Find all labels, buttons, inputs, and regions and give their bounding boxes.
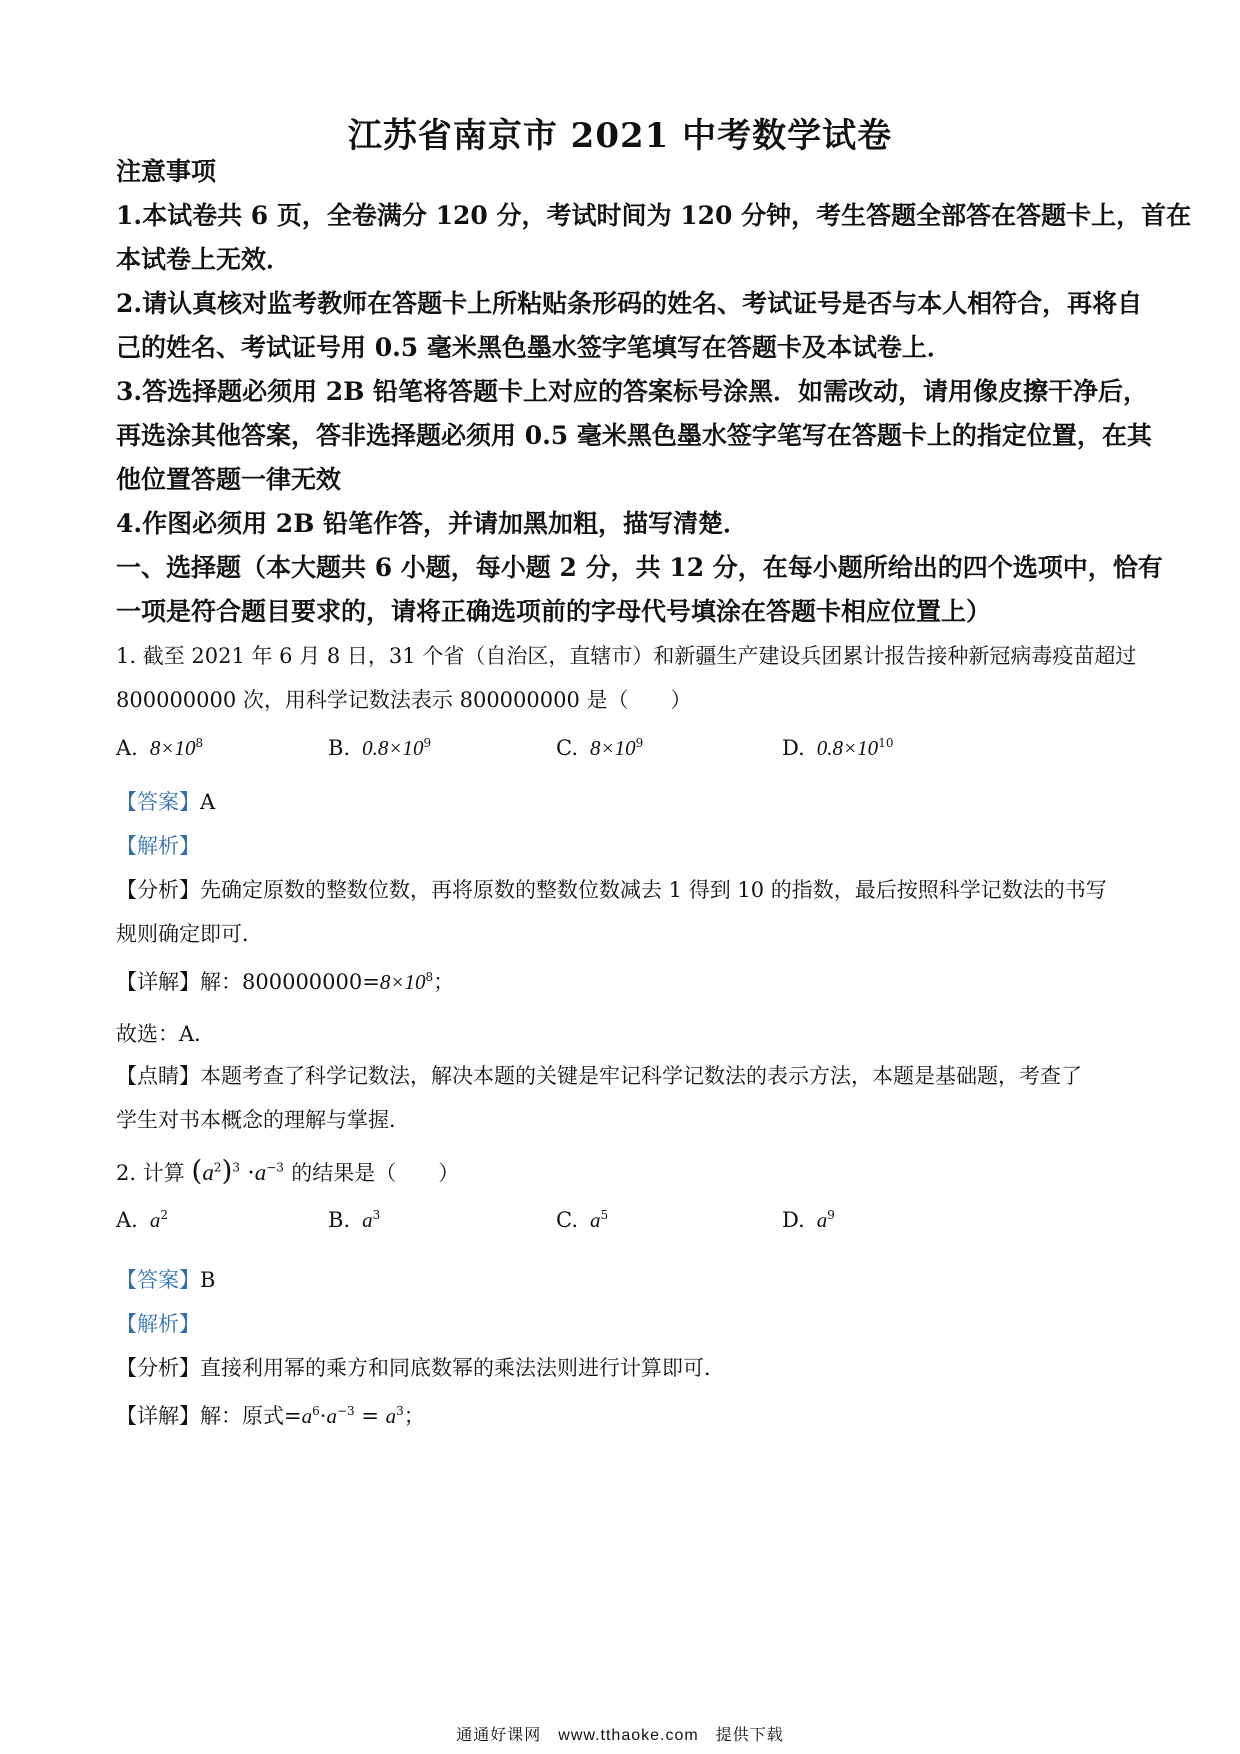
q1-option-a: A. $8\times 10^8$ [116,736,204,760]
page-title: 江苏省南京市 2021 中考数学试卷 [347,116,893,156]
q1-fenxi: 【分析】先确定原数的整数位数，再将原数的整数位数减去 1 得到 10 的指数，最后按照科学记数法的书写 [116,878,1107,902]
q1-answer [116,786,1136,816]
q2-option-b: B. $a^3$ [328,1208,381,1232]
q1-choice: 故选：A． [116,1022,216,1046]
notice-line: 1.本试卷共 6 页，全卷满分 120 分，考试时间为 120 分钟，考生答题全部答在答题卡上，首在 [116,201,1192,230]
q2-analysis-tag: 【解析】 [116,1312,200,1336]
q2-answer [116,1264,1136,1294]
q2-detail: 【详解】解：原式$=a^6\cdot a^{-3} = a^3$； [116,1404,425,1428]
notice-line: 己的姓名、考试证号用 0.5 毫米黑色墨水签字笔填写在答题卡及本试卷上． [116,333,952,362]
q2-stem: 2. 计算 $(a^2)^3 \cdot a^{-3}$ 的结果是（ ） [116,1154,460,1187]
q1-stem: 1. 截至 2021 年 6 月 8 日，31 个省（自治区，直辖市）和新疆生产建设兵团累计报告接种新冠病毒疫苗超过 [116,644,1137,668]
notice-line: 4.作图必须用 2B 铅笔作答，并请加黑加粗，描写清楚． [116,509,749,538]
q2-option-c: C. $a^5$ [556,1208,609,1232]
answer-value: B [200,1268,216,1292]
q2-options [116,1208,1136,1240]
notice-line: 他位置答题一律无效 [116,465,342,494]
notice-line: 3.答选择题必须用 2B 铅笔将答题卡上对应的答案标号涂黑．如需改动，请用像皮擦干净后， [116,377,1149,406]
section-heading: 一、选择题（本大题共 6 小题，每小题 2 分，共 12 分，在每小题所给出的四个选项中，恰有 [116,553,1163,582]
q1-analysis-tag: 【解析】 [116,834,200,858]
q1-option-c: C. $8\times 10^9$ [556,736,644,760]
q1-fenxi: 规则确定即可． [116,922,263,946]
q2-option-a: A. $a^2$ [116,1208,168,1232]
answer-tag: 【答案】 [116,790,200,814]
q1-dianjing: 【点睛】本题考查了科学记数法，解决本题的关键是牢记科学记数法的表示方法，本题是基础题，考查了 [116,1064,1082,1088]
q1-dianjing: 学生对书本概念的理解与掌握． [116,1108,410,1132]
q2-option-d: D. $a^9$ [782,1208,835,1232]
q1-detail: 【详解】解：$800000000=8\times 10^8$； [116,970,455,994]
q2-expression: $(a^2)^3 \cdot a^{-3}$ [191,1154,284,1187]
q1-stem: 800000000 次，用科学记数法表示 800000000 是（ ） [116,688,692,712]
q2-fenxi: 【分析】直接利用幂的乘方和同底数幂的乘法法则进行计算即可． [116,1356,725,1380]
q1-options [116,736,1136,768]
q1-option-d: D. $0.8\times 10^{10}$ [782,736,894,760]
answer-tag: 【答案】 [116,1268,200,1292]
q1-option-b: B. $0.8\times 10^9$ [328,736,432,760]
notice-line: 再选涂其他答案，答非选择题必须用 0.5 毫米黑色墨水签字笔写在答题卡上的指定位置，在其 [116,421,1152,450]
section-heading: 一项是符合题目要求的，请将正确选项前的字母代号填涂在答题卡相应位置上） [116,597,992,626]
notice-line: 本试卷上无效． [116,245,292,274]
footer-watermark: 通通好课网 www.tthaoke.com 提供下载 [456,1727,784,1744]
notice-heading: 注意事项 [116,157,217,186]
notice-line: 2.请认真核对监考教师在答题卡上所粘贴条形码的姓名、考试证号是否与本人相符合，再将自 [116,289,1143,318]
answer-value: A [200,790,216,814]
